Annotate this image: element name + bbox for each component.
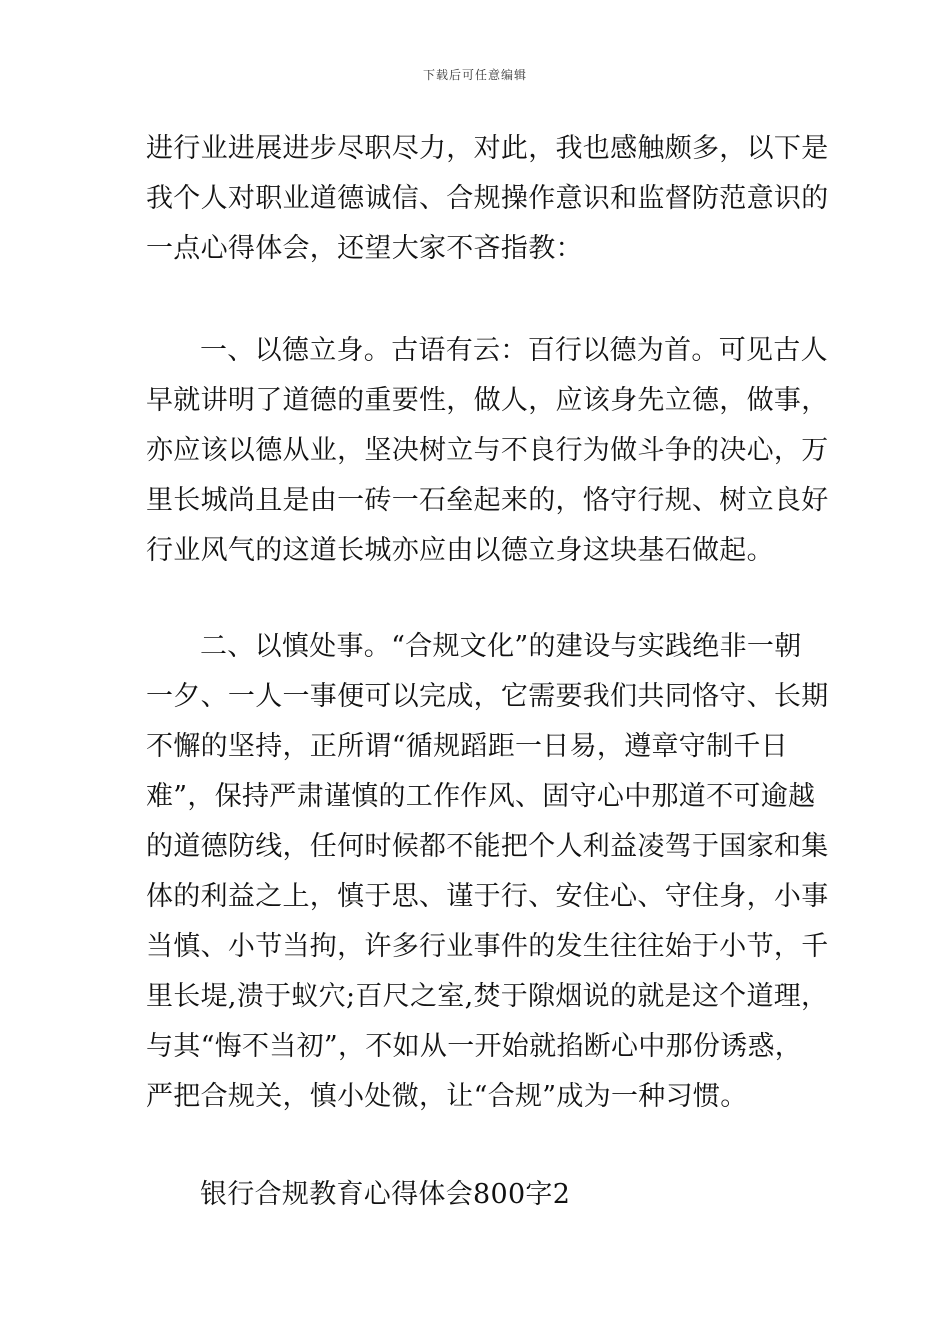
paragraph-line: 我个人对职业道德诚信、合规操作意识和监督防范意识的 xyxy=(146,183,829,214)
paragraph-line: 的道德防线，任何时候都不能把个人利益凌驾于国家和集 xyxy=(146,831,829,862)
page-header: 下载后可任意编辑 xyxy=(422,68,527,82)
paragraph-line: 严把合规关，慎小处微，让“合规”成为一种习惯。 xyxy=(146,1081,748,1112)
paragraph-line: 不懈的坚持，正所谓“循规蹈距一日易，遵章守制千日 xyxy=(146,731,789,762)
paragraph-line: 一、以德立身。古语有云：百行以德为首。可见古人 xyxy=(200,335,828,366)
paragraph-line: 一夕、一人一事便可以完成，它需要我们共同恪守、长期 xyxy=(146,681,829,712)
paragraph-line: 里长城尚且是由一砖一石垒起来的，恪守行规、树立良好 xyxy=(146,485,829,516)
paragraph-line: 早就讲明了道德的重要性，做人，应该身先立德，做事， xyxy=(146,385,829,416)
paragraph-virtue xyxy=(146,326,829,576)
paragraph-prudence xyxy=(146,622,829,1122)
section-title-block xyxy=(146,1170,810,1220)
paragraph-line: 与其“悔不当初”，不如从一开始就掐断心中那份诱惑， xyxy=(146,1031,803,1062)
paragraph-line: 里长堤,溃于蚁穴;百尺之室,焚于隙烟说的就是这个道理， xyxy=(146,981,829,1012)
paragraph-line: 行业风气的这道长城亦应由以德立身这块基石做起。 xyxy=(146,535,774,566)
paragraph-line: 二、以慎处事。“合规文化”的建设与实践绝非一朝 xyxy=(200,631,802,662)
paragraph-line: 体的利益之上，慎于思、谨于行、安住心、守住身，小事 xyxy=(146,881,829,912)
section-title: 银行合规教育心得体会800字2 xyxy=(200,1179,571,1210)
paragraph-line: 当慎、小节当拘，许多行业事件的发生往往始于小节，千 xyxy=(146,931,829,962)
paragraph-line: 进行业进展进步尽职尽力，对此，我也感触颇多，以下是 xyxy=(146,133,829,164)
paragraph-line: 难”，保持严肃谨慎的工作作风、固守心中那道不可逾越 xyxy=(146,781,816,812)
paragraph-line: 一点心得体会，还望大家不吝指教： xyxy=(146,233,583,264)
paragraph-intro xyxy=(146,124,829,274)
paragraph-line: 亦应该以德从业，坚决树立与不良行为做斗争的决心，万 xyxy=(146,435,829,466)
